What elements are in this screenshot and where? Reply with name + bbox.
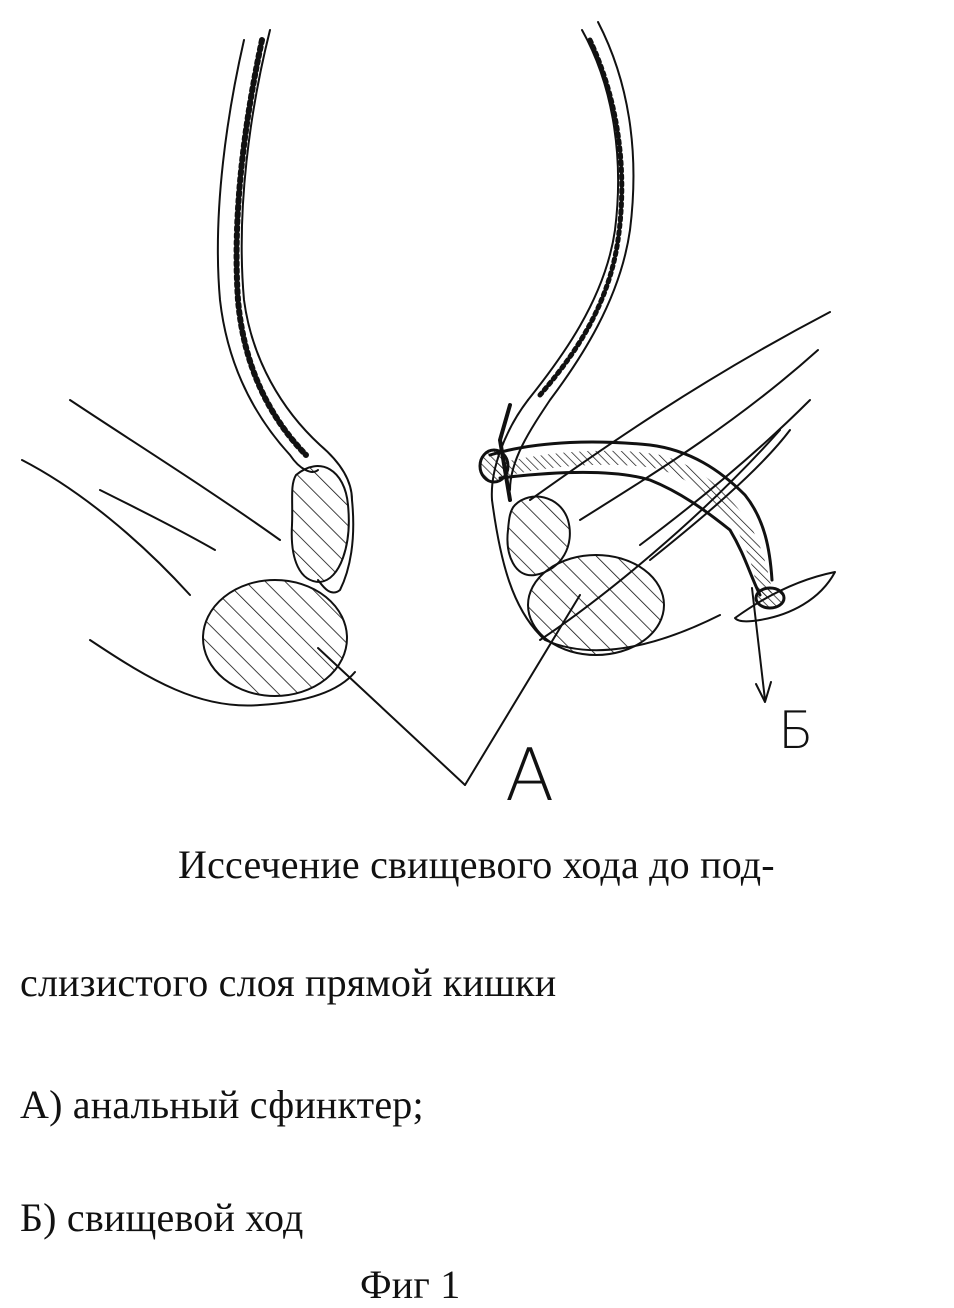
caption-line-1: Иссечение свищевого хода до под- xyxy=(178,842,775,887)
label-a: А xyxy=(505,733,555,817)
label-b: Б xyxy=(778,701,814,761)
caption-item-b: Б) свищевой ход xyxy=(20,1195,304,1240)
caption-line-2: слизистого слоя прямой кишки xyxy=(20,960,557,1005)
caption-item-a: А) анальный сфинктер; xyxy=(20,1082,424,1127)
left-internal-sphincter xyxy=(292,466,349,582)
figure-number: Фиг 1 xyxy=(360,1262,461,1307)
left-external-sphincter xyxy=(203,580,347,696)
right-external-sphincter xyxy=(528,555,664,655)
